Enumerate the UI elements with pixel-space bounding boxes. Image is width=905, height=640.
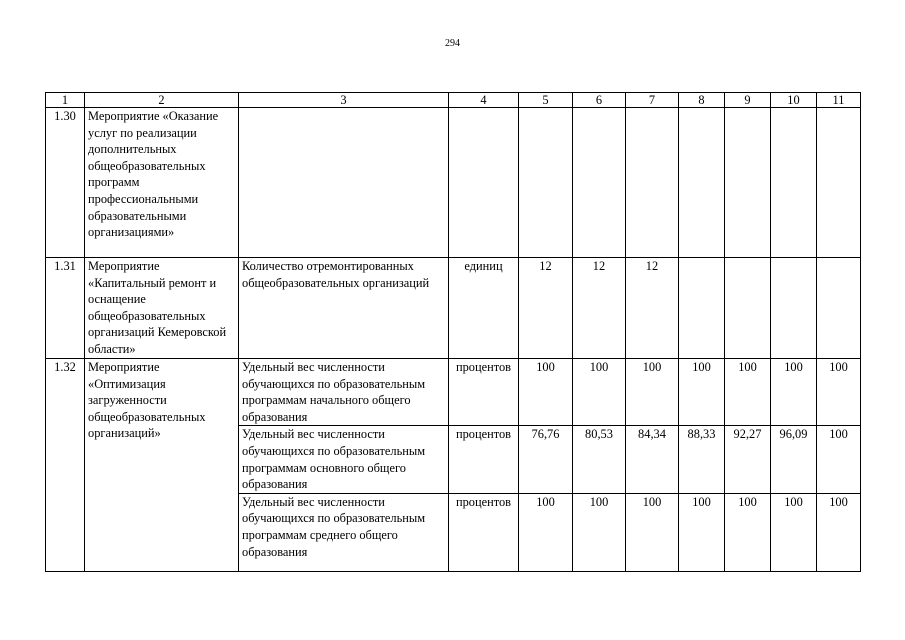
- event-name-cell: Мероприятие «Оказание услуг по реализации дополнительных общеобразовательных программ профессиональными образовательными организациями»: [85, 108, 239, 258]
- value-cell: 76,76: [519, 426, 573, 493]
- unit-cell: процентов: [449, 359, 519, 426]
- value-cell: 100: [519, 493, 573, 571]
- value-cell: 100: [817, 493, 861, 571]
- row-id-cell: 1.30: [46, 108, 85, 258]
- page-number: 294: [445, 38, 460, 49]
- value-cell: 12: [573, 258, 626, 359]
- value-cell: 12: [626, 258, 679, 359]
- header-cell: 2: [85, 93, 239, 108]
- value-cell: [771, 258, 817, 359]
- indicator-name-cell: Удельный вес численности обучающихся по образовательным программам среднего общего образования: [239, 493, 449, 571]
- value-cell: 100: [573, 493, 626, 571]
- header-cell: 1: [46, 93, 85, 108]
- value-cell: 100: [817, 359, 861, 426]
- event-name-cell: Мероприятие «Капитальный ремонт и оснащение общеобразовательных организаций Кемеровской области»: [85, 258, 239, 359]
- value-cell: 88,33: [679, 426, 725, 493]
- value-cell: 100: [626, 493, 679, 571]
- value-cell: [725, 108, 771, 258]
- value-cell: [679, 108, 725, 258]
- value-cell: 80,53: [573, 426, 626, 493]
- value-cell: [679, 258, 725, 359]
- indicators-table: [45, 92, 861, 572]
- value-cell: 100: [679, 493, 725, 571]
- value-cell: 100: [519, 359, 573, 426]
- event-name-cell: Мероприятие «Оптимизация загруженности общеобразовательных организаций»: [85, 359, 239, 572]
- unit-cell: [449, 108, 519, 258]
- value-cell: 100: [817, 426, 861, 493]
- value-cell: [817, 258, 861, 359]
- indicator-name-cell: [239, 108, 449, 258]
- value-cell: [519, 108, 573, 258]
- indicator-name-cell: Удельный вес численности обучающихся по образовательным программам начального общего образования: [239, 359, 449, 426]
- value-cell: 84,34: [626, 426, 679, 493]
- header-cell: 8: [679, 93, 725, 108]
- value-cell: 100: [573, 359, 626, 426]
- value-cell: 12: [519, 258, 573, 359]
- value-cell: 100: [771, 493, 817, 571]
- header-cell: 3: [239, 93, 449, 108]
- value-cell: 96,09: [771, 426, 817, 493]
- table-row: [46, 108, 861, 258]
- value-cell: [626, 108, 679, 258]
- header-cell: 7: [626, 93, 679, 108]
- value-cell: [771, 108, 817, 258]
- value-cell: 100: [626, 359, 679, 426]
- table-row: [46, 258, 861, 359]
- value-cell: 100: [679, 359, 725, 426]
- header-row: [46, 93, 861, 108]
- value-cell: 100: [771, 359, 817, 426]
- header-cell: 6: [573, 93, 626, 108]
- unit-cell: процентов: [449, 493, 519, 571]
- value-cell: [725, 258, 771, 359]
- value-cell: 92,27: [725, 426, 771, 493]
- header-cell: 10: [771, 93, 817, 108]
- value-cell: [817, 108, 861, 258]
- header-cell: 9: [725, 93, 771, 108]
- unit-cell: единиц: [449, 258, 519, 359]
- table-row: [46, 359, 861, 426]
- header-cell: 4: [449, 93, 519, 108]
- indicator-name-cell: Удельный вес численности обучающихся по образовательным программам основного общего образования: [239, 426, 449, 493]
- row-id-cell: 1.32: [46, 359, 85, 572]
- value-cell: 100: [725, 359, 771, 426]
- row-id-cell: 1.31: [46, 258, 85, 359]
- unit-cell: процентов: [449, 426, 519, 493]
- header-cell: 5: [519, 93, 573, 108]
- value-cell: [573, 108, 626, 258]
- header-cell: 11: [817, 93, 861, 108]
- indicator-name-cell: Количество отремонтированных общеобразовательных организаций: [239, 258, 449, 359]
- value-cell: 100: [725, 493, 771, 571]
